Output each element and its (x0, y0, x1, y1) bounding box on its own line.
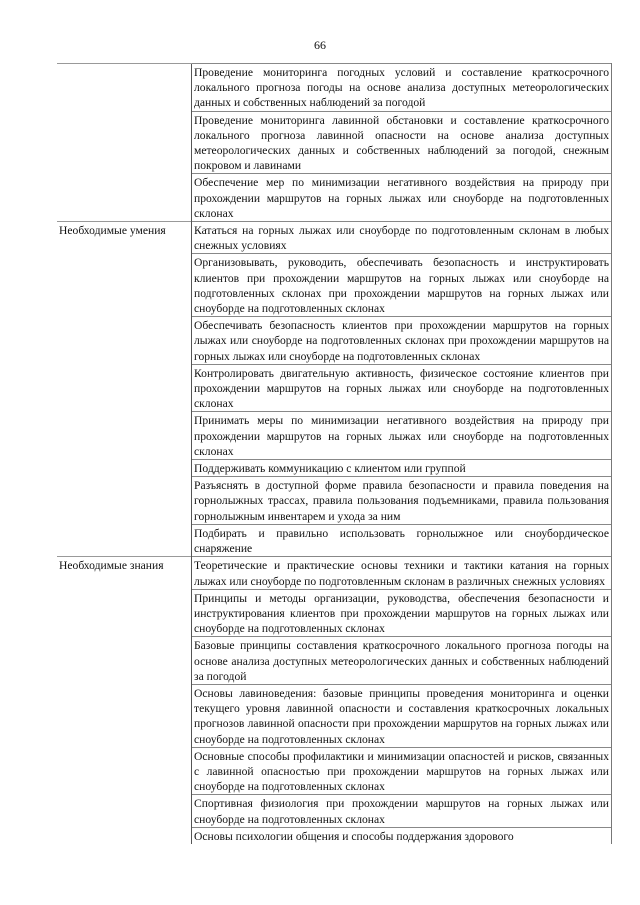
row-content-cell (192, 795, 612, 827)
table-row (57, 684, 612, 747)
row-text: Принципы и методы организации, руководства, обеспечения безопасности и инструктирования клиентов при прохождении маршрутов на горных лыжах или сноуборде на подготовленных склонах (194, 591, 609, 636)
table-row (57, 637, 612, 685)
row-label-cell (57, 637, 192, 685)
section-label: Необходимые знания (59, 559, 164, 573)
row-text: Проведение мониторинга лавинной обстановки и составление краткосрочного локального прогноза лавинной опасности на основе анализа доступных метеорологических данных и собственных наблюдений за погодой, снежным покровом и лавинами (194, 113, 609, 173)
row-content-cell (192, 557, 612, 589)
row-label-cell (57, 222, 192, 254)
row-text: Подбирать и правильно использовать горнолыжное или сноубордическое снаряжение (194, 526, 609, 556)
table-row (57, 589, 612, 637)
row-label-cell (57, 111, 192, 174)
row-text: Проведение мониторинга погодных условий и составление краткосрочного локального прогноза погоды на основе анализа доступных метеорологических данных и собственных наблюдений за погодой (194, 66, 609, 110)
row-text: Основы лавиноведения: базовые принципы проведения мониторинга и оценки текущего уровня лавинной опасности и составления краткосрочных локальных прогнозов лавинной опасности при прохождении маршрутов на горных лыжах или сноуборде на подготовленных склонах (194, 686, 609, 746)
table-row (57, 174, 612, 222)
row-text: Спортивная физиология при прохождении маршрутов на горных лыжах или сноуборде на подготовленных склонах (194, 797, 609, 826)
row-content-cell (192, 524, 612, 556)
table-row (57, 254, 612, 317)
row-label-cell (57, 412, 192, 460)
row-text: Обеспечение мер по минимизации негативного воздействия на природу при прохождении маршрутов на горных лыжах или сноуборде на подготовленных склонах (194, 176, 609, 220)
table-row (57, 222, 612, 254)
row-label-cell (57, 174, 192, 222)
row-content-cell (192, 460, 612, 477)
table-row (57, 795, 612, 827)
row-label-cell (57, 317, 192, 365)
row-label-cell (57, 795, 192, 827)
row-text: Основы психологии общения и способы поддержания здорового (194, 829, 514, 843)
row-content-cell (192, 589, 612, 637)
row-label-cell (57, 460, 192, 477)
row-content-cell (192, 412, 612, 460)
table-row (57, 111, 612, 174)
row-text: Контролировать двигательную активность, физическое состояние клиентов при прохождении маршрутов на горных лыжах или сноуборде на подготовленных склонах (194, 366, 609, 411)
table-row (57, 64, 612, 112)
row-label-cell (57, 557, 192, 589)
row-content-cell (192, 64, 612, 112)
row-label-cell (57, 64, 192, 112)
row-text: Базовые принципы составления краткосрочного локального прогноза погоды на основе анализа доступных метеорологических данных и собственных наблюдений за погодой (194, 639, 609, 683)
row-label-cell (57, 684, 192, 747)
row-label-cell (57, 477, 192, 525)
table-row (57, 747, 612, 795)
competency-table (57, 63, 612, 844)
table-row (57, 412, 612, 460)
row-label-cell (57, 364, 192, 412)
page-number: 66 (314, 38, 326, 52)
section-label: Необходимые умения (59, 224, 166, 238)
row-label-cell (57, 747, 192, 795)
row-text: Кататься на горных лыжах или сноуборде по подготовленным склонам в любых снежных условиях (194, 224, 609, 253)
row-content-cell (192, 684, 612, 747)
table-row (57, 524, 612, 556)
row-content-cell (192, 174, 612, 222)
table-row (57, 557, 612, 589)
row-label-cell (57, 827, 192, 844)
row-label-cell (57, 254, 192, 317)
row-content-cell (192, 747, 612, 795)
row-text: Основные способы профилактики и минимизации опасностей и рисков, связанных с лавинной опасностью при прохождении маршрутов на горных лыжах или сноуборде на подготовленных склонах (194, 749, 609, 794)
row-text: Организовывать, руководить, обеспечивать безопасность и инструктировать клиентов при прохождении маршрутов на горных лыжах или сноуборде на подготовленных склонах при прохождении маршрутов на горных лыжах или сноуборде на подготовленных склонах (194, 256, 609, 316)
row-text: Обеспечивать безопасность клиентов при прохождении маршрутов на горных лыжах или сноуборде на подготовленных склонах при прохождении маршрутов на горных лыжах или сноуборде на подготовленных склонах (194, 319, 609, 363)
table-row (57, 364, 612, 412)
row-content-cell (192, 317, 612, 365)
row-content-cell (192, 637, 612, 685)
row-content-cell (192, 477, 612, 525)
row-content-cell (192, 111, 612, 174)
row-content-cell (192, 222, 612, 254)
row-content-cell (192, 364, 612, 412)
table-row (57, 827, 612, 844)
row-text: Поддерживать коммуникацию с клиентом или группой (194, 462, 466, 476)
table-row (57, 460, 612, 477)
table-row (57, 317, 612, 365)
row-text: Принимать меры по минимизации негативного воздействия на природу при прохождении маршрутов на горных лыжах или сноуборде на подготовленных склонах (194, 414, 609, 458)
row-content-cell (192, 827, 612, 844)
row-content-cell (192, 254, 612, 317)
row-text: Теоретические и практические основы техники и тактики катания на горных лыжах или сноуборде по подготовленным склонам в различных снежных условиях (194, 559, 609, 588)
table-row (57, 477, 612, 525)
row-text: Разъяснять в доступной форме правила безопасности и правила поведения на горнолыжных трассах, правила пользования подъемниками, правила пользования горнолыжным инвентарем и ухода за ним (194, 479, 609, 523)
row-label-cell (57, 524, 192, 556)
row-label-cell (57, 589, 192, 637)
